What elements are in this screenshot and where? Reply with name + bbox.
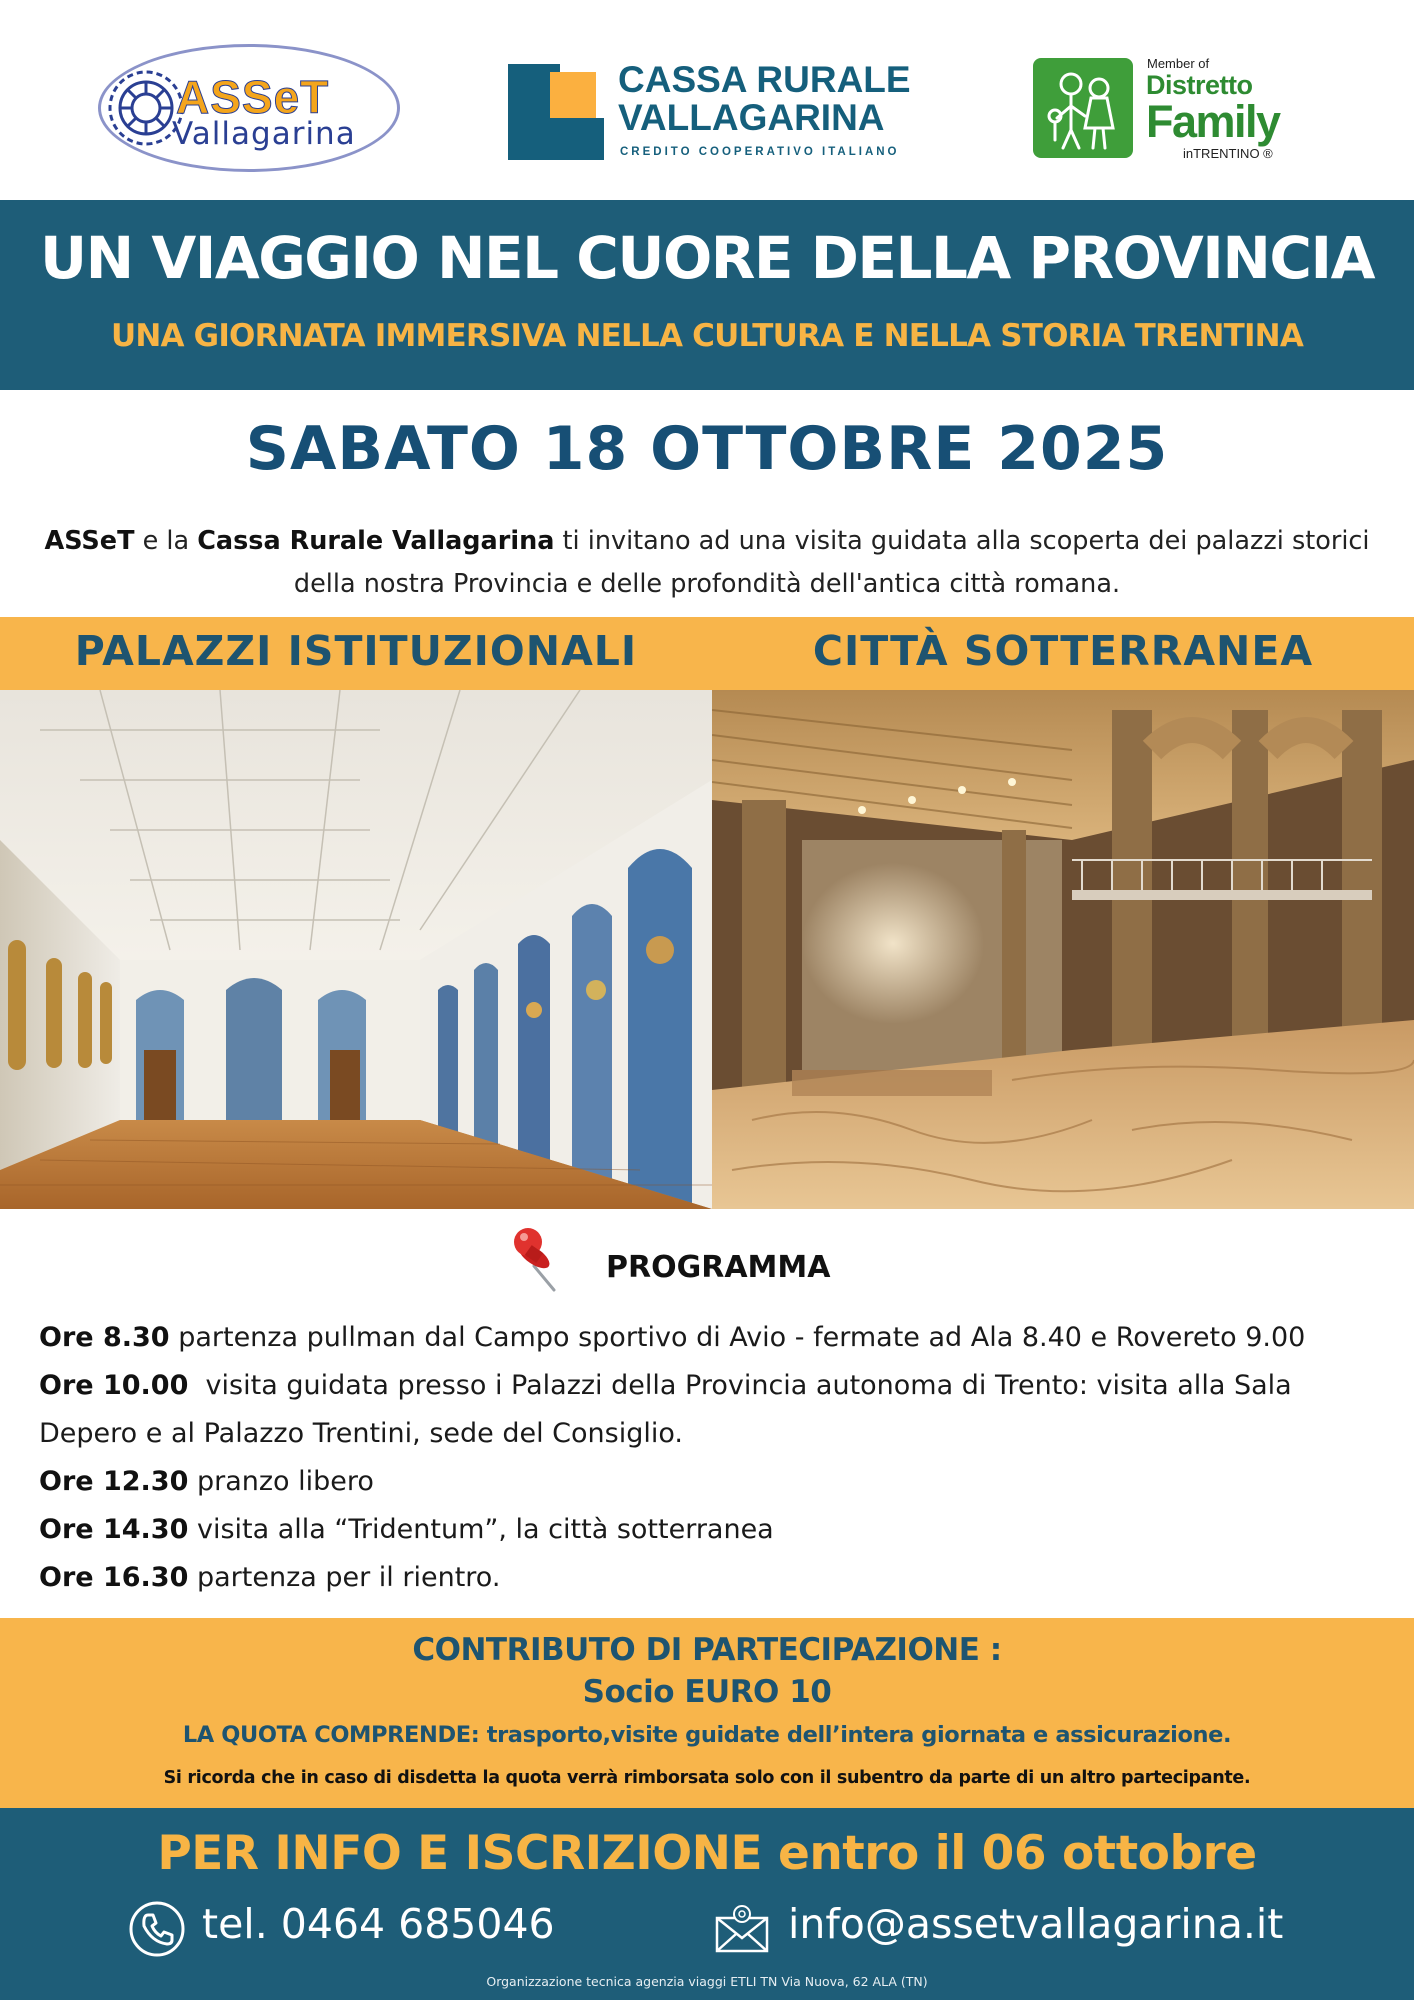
contributo-box: [0, 1618, 1414, 1808]
programma-time: Ore 10.00: [39, 1370, 189, 1401]
programma-time: Ore 16.30: [39, 1562, 189, 1593]
title-band: [0, 200, 1414, 390]
programma-text: visita alla “Tridentum”, la città sotterranea: [188, 1514, 774, 1545]
programma-time: Ore 12.30: [39, 1466, 189, 1497]
contributo-heading: CONTRIBUTO DI PARTECIPAZIONE :: [412, 1632, 1002, 1668]
info-footer: [0, 1808, 1414, 2000]
programma-title: PROGRAMMA: [606, 1250, 831, 1285]
section-right-title: CITTÀ SOTTERRANEA: [812, 627, 1314, 675]
programma-item: [39, 1506, 1379, 1554]
programma-item: [39, 1554, 1379, 1602]
distretto-family-logo: [1033, 56, 1283, 166]
programma-item: [39, 1458, 1379, 1506]
family-line1: Distretto: [1146, 70, 1253, 100]
info-phone[interactable]: tel. 0464 685046: [202, 1900, 555, 1948]
info-heading: PER INFO E ISCRIZIONE entro il 06 ottobre: [157, 1826, 1257, 1881]
logos-row: [0, 0, 1414, 200]
info-footer-note: Organizzazione tecnica agenzia viaggi ETLI TN Via Nuova, 62 ALA (TN): [486, 1974, 928, 1989]
tridentum-underground-photo: [712, 690, 1414, 1209]
programma-text: visita guidata presso i Palazzi della Provincia autonoma di Trento: visita alla Sala Depero e al Palazzo Trentini, sede del Consiglio.: [39, 1370, 1301, 1449]
main-title: UN VIAGGIO NEL CUORE DELLA PROVINCIA: [40, 224, 1374, 292]
family-line2: Family: [1146, 96, 1280, 147]
cassa-rurale-mark-icon: [508, 64, 604, 160]
family-member-label: Member of: [1147, 56, 1210, 71]
intro-bold-cassa: Cassa Rurale Vallagarina: [197, 526, 555, 556]
asset-brand: ASSeT: [176, 71, 330, 123]
intro-bold-asset: ASSeT: [44, 526, 135, 556]
contributo-price: Socio EURO 10: [582, 1674, 832, 1710]
info-email[interactable]: info@assetvallagarina.it: [788, 1900, 1284, 1948]
programma-text: partenza pullman dal Campo sportivo di Avio - fermate ad Ala 8.40 e Rovereto 9.00: [169, 1322, 1306, 1353]
cassa-rurale-logo: [508, 59, 911, 160]
programma-header: [0, 1226, 1414, 1296]
palazzi-hall-photo: [0, 690, 712, 1209]
mail-icon: [714, 1904, 770, 1954]
intro-text-2: ti invitano ad una visita guidata alla scoperta dei palazzi storici della nostra Provincia e delle profondità dell'antica città romana.: [293, 526, 1370, 599]
pushpin-icon: [510, 1226, 572, 1294]
asset-brand-sub: Vallagarina: [172, 116, 356, 152]
programma-text: partenza per il rientro.: [188, 1562, 501, 1593]
intro-paragraph: [30, 520, 1384, 606]
programma-item: [39, 1362, 1379, 1458]
intro-text-1: e la: [134, 526, 198, 556]
event-date: SABATO 18 OTTOBRE 2025: [245, 414, 1169, 484]
phone-icon: [128, 1900, 186, 1958]
family-line3: inTRENTINO ®: [1183, 146, 1273, 161]
section-header-band: [0, 617, 1414, 690]
main-subtitle: UNA GIORNATA IMMERSIVA NELLA CULTURA E NELLA STORIA TRENTINA: [110, 318, 1304, 354]
contributo-note: Si ricorda che in caso di disdetta la quota verrà rimborsata solo con il subentro da parte di un altro partecipante.: [163, 1768, 1251, 1788]
cassa-rurale-line3: CREDITO COOPERATIVO ITALIANO: [620, 146, 900, 158]
programma-time: Ore 8.30: [39, 1322, 170, 1353]
programma-item: [39, 1314, 1379, 1362]
programma-list: [39, 1314, 1379, 1602]
programma-text: pranzo libero: [188, 1466, 374, 1497]
section-left-title: PALAZZI ISTITUZIONALI: [74, 627, 638, 675]
cassa-rurale-line1: CASSA RURALE: [618, 59, 911, 100]
programma-time: Ore 14.30: [39, 1514, 189, 1545]
asset-vallagarina-logo: [98, 44, 400, 172]
family-figures-icon: [1033, 58, 1133, 158]
cassa-rurale-line2: VALLAGARINA: [618, 97, 885, 138]
contributo-includes: LA QUOTA COMPRENDE: trasporto,visite guidate dell’intera giornata e assicurazione.: [182, 1722, 1232, 1748]
